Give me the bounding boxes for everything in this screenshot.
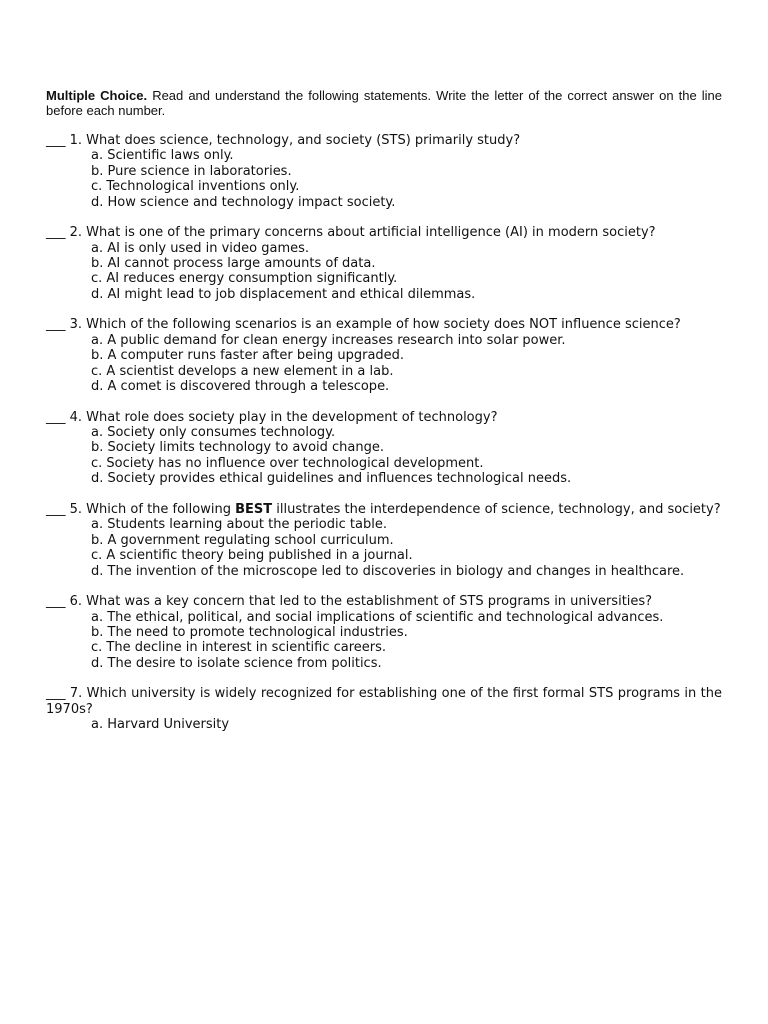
option-d: d. How science and technology impact society. [91,194,396,210]
question-stem [46,133,722,148]
option-a: a. The ethical, political, and social implications of scientific and technological advances. [91,609,664,625]
question-6 [46,594,722,671]
answer-blank[interactable]: ___ [46,133,66,148]
option-a: a. A public demand for clean energy increases research into solar power. [91,332,566,348]
question-text: 3. Which of the following scenarios is an example of how society does NOT influence science? [69,317,681,333]
question-text-before: 5. Which of the following [69,501,236,517]
question-text-after: illustrates the interdependence of science, technology, and society? [272,501,721,517]
question-4 [46,410,722,487]
option-b: b. Society limits technology to avoid change. [91,440,384,456]
option-c: c. A scientific theory being published in a journal. [91,548,413,564]
option-a: a. Students learning about the periodic table. [91,517,387,533]
question-5 [46,502,722,579]
answer-blank[interactable]: ___ [46,225,66,241]
instructions [46,88,722,118]
question-text: 6. What was a key concern that led to the establishment of STS programs in universities? [69,594,653,610]
option-b: b. The need to promote technological industries. [91,624,408,640]
option-b: b. Pure science in laboratories. [91,163,292,179]
answer-blank[interactable]: ___ [46,317,66,333]
option-a: a. Scientific laws only. [91,148,234,164]
instructions-heading: Multiple Choice. [46,88,148,103]
question-3 [46,317,722,394]
option-c: c. Society has no influence over technological development. [91,455,484,471]
option-a: a. Society only consumes technology. [91,425,336,441]
option-d: d. AI might lead to job displacement and ethical dilemmas. [91,286,476,302]
question-stem [46,594,722,609]
answer-blank[interactable]: ___ [46,686,66,702]
option-b: b. A government regulating school curriculum. [91,532,394,548]
question-1 [46,133,722,210]
question-text: 2. What is one of the primary concerns about artificial intelligence (AI) in modern society? [69,225,656,241]
option-d: d. Society provides ethical guidelines and influences technological needs. [91,471,572,487]
option-b: b. A computer runs faster after being upgraded. [91,348,405,364]
option-a: a. Harvard University [91,717,230,733]
answer-blank[interactable]: ___ [46,594,66,610]
option-c: c. The decline in interest in scientific careers. [91,640,387,656]
worksheet-page [46,88,722,748]
answer-blank[interactable]: ___ [46,409,66,425]
option-d: d. A comet is discovered through a telescope. [91,379,390,395]
question-text: 4. What role does society play in the development of technology? [69,409,498,425]
question-2 [46,225,722,302]
question-stem [46,502,722,517]
option-c: c. Technological inventions only. [91,179,300,195]
question-stem [46,317,722,332]
option-c: c. A scientist develops a new element in a lab. [91,363,394,379]
emphasis-best: BEST [235,501,273,517]
question-stem [46,686,722,717]
question-7 [46,686,722,732]
instructions-text: Read and understand the following statements. Write the letter of the correct answer on the line before each number. [46,88,723,118]
answer-blank[interactable]: ___ [46,501,66,517]
option-a: a. AI is only used in video games. [91,240,310,256]
option-c: c. AI reduces energy consumption significantly. [91,271,398,287]
option-b: b. AI cannot process large amounts of data. [91,256,376,272]
question-text: 7. Which university is widely recognized for establishing one of the first formal STS programs in the 1970s? [46,686,722,717]
option-d: d. The desire to isolate science from politics. [91,655,382,671]
question-stem [46,225,722,240]
question-stem [46,410,722,425]
option-d: d. The invention of the microscope led to discoveries in biology and changes in healthcare. [91,563,685,579]
question-text: 1. What does science, technology, and society (STS) primarily study? [69,133,521,148]
